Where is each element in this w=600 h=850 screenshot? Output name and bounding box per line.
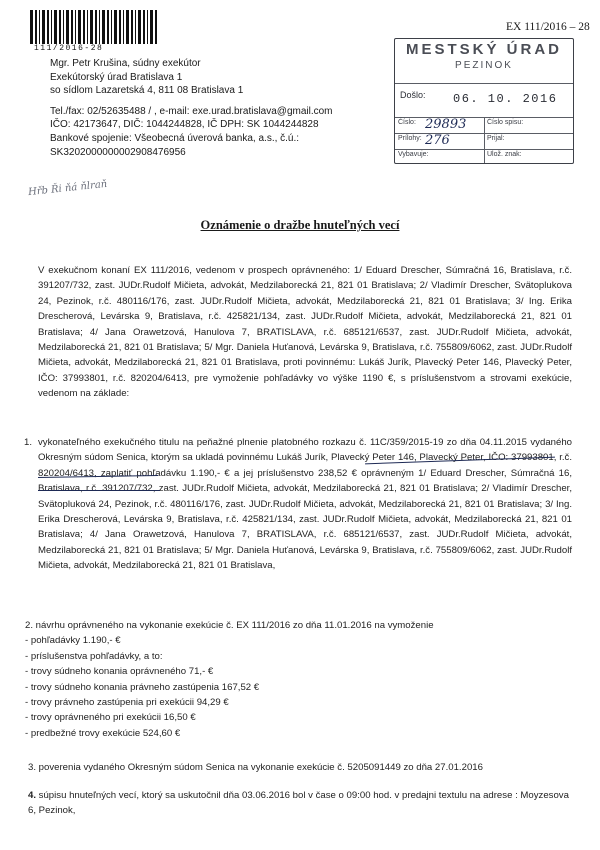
stamp-date-label: Došlo: [400,90,426,100]
list-item-2-subline: - trovy súdneho konania právneho zastúpenia 167,52 € [25,681,260,693]
list-item-4-text: súpisu hnuteľných vecí, ktorý sa uskutočnil dňa 03.06.2016 bol v čase o 09:00 hod. v predajni textulu na adrese : Moyzesova 6, Pezinok, [28,790,569,817]
barcode-bar [66,10,69,44]
list-item-4-number: 4. [28,790,39,801]
barcode-bar [135,10,136,44]
executor-name: Mgr. Petr Krušina, súdny exekútor [50,58,201,69]
barcode-bar [78,10,81,44]
list-item-2-heading: 2. návrhu oprávneného na vykonanie exekúcie č. EX 111/2016 zo dňa 11.01.2016 na vymoženie [25,620,434,631]
barcode-bar [143,10,145,44]
barcode-bar [63,10,64,44]
barcode-bar [150,10,153,44]
barcode-bar [155,10,157,44]
barcode-bar [47,10,49,44]
document-title-text: Oznámenie o dražbe hnuteľných vecí [200,218,400,232]
barcode-bar [123,10,124,44]
company-ids: IČO: 42173647, DIČ: 1044244828, IČ DPH: SK 1044244828 [50,119,319,131]
barcode-bar [83,10,85,44]
barcode-bar [126,10,129,44]
bank-iban: SK3202000000002908476956 [50,146,186,158]
contact-info: Tel./fax: 02/52635488 / , e-mail: exe.urad.bratislava@gmail.com [50,105,333,117]
office-name: Exekútorský úrad Bratislava 1 [50,71,183,83]
barcode-bar [131,10,133,44]
stamp-field-prijal: Prijal: [487,135,505,142]
barcode-bar [107,10,109,44]
stamp-handwritten-file: 276 [425,133,450,148]
barcode-bar [147,10,148,44]
list-item-2-subline: - trovy súdneho konania oprávneného 71,- € [25,666,214,678]
barcode-bar [39,10,40,44]
list-item-2-subline: - príslušenstva pohľadávky, a to: [25,650,163,662]
intro-paragraph: V exekučnom konaní EX 111/2016, vedenom v prospech oprávneného: 1/ Eduard Drescher, Súmračná 16, Bratislava, r.č. 391207/732, zast. JUDr.Rudolf Mičieta, advokát, Medzilaborecká 21, 821 01 Bratislava; 2/ Vladimír Drescher, Svätoplukova 24, Pezinok, r.č. 480116/176, zast. JUDr.Rudolf Mičieta, advokát, Medzilaborecká 21, 821 01 Bratislava; 3/ Ing. Erika Drescherová, Levárska 9, Bratislava, r.č. 425821/134, zast. JUDr.Rudolf Mičieta, advokát, Medzilaborecká 21, 821 01 Bratislava; 4/ Jana Orawetzová, Hanulova 7, BRATISLAVA, r.č. 685121/6537, zast. JUDr.Rudolf Mičieta, advokát, Medzilaborecká 21, 821 01 Bratislava; 5/ Mgr. Daniela Huťanová, Levárska 9, Bratislava, r.č. 755809/6062, zast. JUDr.Rudolf Mičieta, advokát, Medzilaborecká 21, 821 01 Bratislava, proti povinnému: Lukáš Jurík, Plavecký Peter 146, Plavecký Peter, IČO: 37993801, r.č. 820204/6413, pre vymoženie pohľadávky vo výške 1190 €, s príslušenstvom a strovami exekúcie, vedenom na základe: [38,265,572,400]
list-item-2 [25,618,572,741]
list-item-1 [24,435,572,574]
bank-info: Bankové spojenie: Všeobecná úverová banka, a.s., č.ú.: [50,132,300,144]
office-address: so sídlom Lazaretská 4, 811 08 Bratislava 1 [50,85,244,97]
stamp-handwritten-number: 29893 [425,117,467,132]
reference-number: EX 111/2016 – 28 [506,21,590,33]
stamp-subtitle: PEZINOK [455,60,513,71]
barcode-bar [90,10,93,44]
list-item-2-subline: - trovy právneho zastúpenia pri exekúcii 94,29 € [25,697,229,709]
stamp-field-prilohy: Prílohy: [398,135,422,142]
document-title [0,218,600,233]
barcode-bar [138,10,141,44]
handwritten-note: Hřb Ři ňá ňlraň [27,178,108,199]
barcode-bar [114,10,117,44]
stamp-date: 06. 10. 2016 [453,92,558,106]
list-item-1-text: vykonateľného exekučného titulu na peňažné plnenie platobného rozkazu č. 11C/359/2015-19 zo dňa 04.11.2015 vydaného Okresným súdom Senica, ktorým sa ukladá povinnému Lukáš Jurík, Plavecký Peter 146, Plavecký Peter, IČO: 37993801, r.č. 820204/6413, zaplatiť pohľadávku 1.190,- € a jej príslušenstvo 238,52 € oprávneným 1/ Eduard Drescher, Súmračná 16, Bratislava, r.č. 391207/732, zast. JUDr.Rudolf Mičieta, advokát, Medzilaborecká 21, 821 01 Bratislava; 2/ Vladimír Drescher, Svätopluková 24, Pezinok, r.č. 480116/176, zast. JUDr.Rudolf Mičieta, advokát, Medzilaborecká 21, 821 01 Bratislava; 3/ Ing. Erika Drescherová, Levárska 9, Bratislava, r.č. 425821/134, zast. JUDr.Rudolf Mičieta, advokát, Medzilaborecká 21, 821 01 Bratislava; 4/ Jana Orawetzová, Hanulova 7, BRATISLAVA, r.č. 685121/6537, zast. JUDr.Rudolf Mičieta, advokát, Medzilaborecká 21, 821 01 Bratislava; 5/ Mgr. Daniela Huťanová, Levárska 9, Bratislava, r.č. 755809/6062, zast. JUDr.Rudolf Mičieta, advokát, Medzilaborecká 21, 821 01 Bratislava, [38,437,572,572]
stamp-field-vybavuje: Vybavuje: [398,151,429,158]
barcode-bar [71,10,73,44]
barcode-bar [75,10,76,44]
barcode-bar [30,10,33,44]
barcode-bar [119,10,121,44]
list-item-2-subline: - trovy oprávneného pri exekúcii 16,50 € [25,712,196,724]
barcode-bar [35,10,37,44]
stamp-field-cislo: Číslo: [398,119,416,126]
barcode-bar [42,10,45,44]
barcode-bar [102,10,105,44]
stamp-title: MESTSKÝ ÚRAD [405,41,562,58]
sender-header [50,57,333,159]
barcode-bar [87,10,88,44]
barcode-bar [99,10,100,44]
list-item-2-subline: - predbežné trovy exekúcie 524,60 € [25,727,181,739]
barcode-bar [59,10,61,44]
barcode-bar [51,10,52,44]
barcode-bar [54,10,57,44]
stamp-field-ulozenie: Ulož. znak: [487,151,522,158]
barcode-bar [111,10,112,44]
list-item-2-subline: - pohľadávky 1.190,- € [25,635,121,647]
hand-underline-3 [38,490,160,491]
stamp-field-cislo-spisu: Číslo spisu: [487,119,524,126]
barcode [30,10,158,44]
barcode-bar [95,10,97,44]
registry-stamp [394,38,574,164]
barcode-number: 111/2016-28 [34,44,104,53]
list-item-4 [28,788,572,819]
list-item-3: 3. poverenia vydaného Okresným súdom Senica na vykonanie exekúcie č. 5205091449 zo dňa 27.01.2016 [28,762,483,773]
list-item-1-number: 1. [24,437,33,448]
